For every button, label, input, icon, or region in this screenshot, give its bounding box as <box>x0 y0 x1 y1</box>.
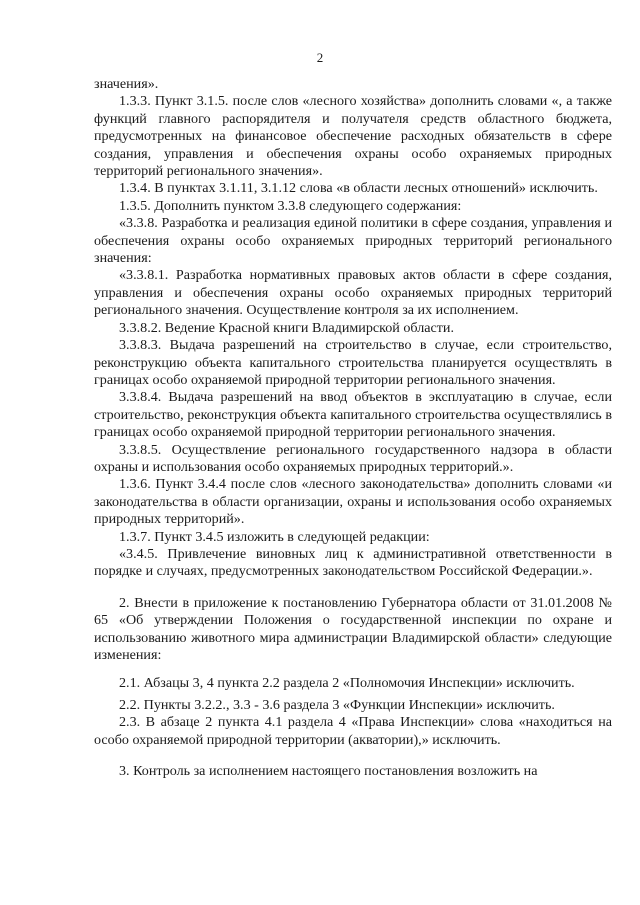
paragraph-2-3: 2.3. В абзаце 2 пункта 4.1 раздела 4 «Права Инспекции» слова «находиться на особо охраняемой природной территории (акватории),» исключить. <box>94 714 612 748</box>
paragraph-1-3-4: 1.3.4. В пунктах 3.1.11, 3.1.12 слова «в области лесных отношений» исключить. <box>119 180 598 197</box>
page-number: 2 <box>316 50 324 65</box>
paragraph-3-3-8-2: 3.3.8.2. Ведение Красной книги Владимирской области. <box>119 319 455 336</box>
paragraph-3-3-8-5: 3.3.8.5. Осуществление регионального государственного надзора в области охраны и использования особо охраняемых природных территорий.». <box>94 441 612 475</box>
document-body <box>94 76 612 780</box>
paragraph-2-1: 2.1. Абзацы 3, 4 пункта 2.2 раздела 2 «Полномочия Инспекции» исключить. <box>119 675 575 692</box>
paragraph-1-3-5: 1.3.5. Дополнить пунктом 3.3.8 следующего содержания: <box>119 197 462 214</box>
paragraph-3-3-8: «3.3.8. Разработка и реализация единой политики в сфере создания, управления и обеспечения охраны особо охраняемых природных территорий регионального значения: <box>94 215 612 267</box>
paragraph-3: 3. Контроль за исполнением настоящего постановления возложить на <box>119 763 538 780</box>
paragraph-3-3-8-3: 3.3.8.3. Выдача разрешений на строительство в случае, если строительство, реконструкцию объекта капитального строительства планируется осуществлять в границах особо охраняемой природной территории регионального значения. <box>94 337 612 388</box>
paragraph-2: 2. Внести в приложение к постановлению Губернатора области от 31.01.2008 № 65 «Об утверждении Положения о государственной инспекции по охране и использованию животного мира администрации Владимирской области» следующие изменения: <box>94 594 612 663</box>
paragraph-1-3-3: 1.3.3. Пункт 3.1.5. после слов «лесного хозяйства» дополнить словами «, а также функций главного распорядителя и получателя средств областного бюджета, предусмотренных на финансовое обеспечение расходных обязательств в сфере создания, управления и обеспечения охраны особо охраняемых природных территорий регионального значения». <box>94 93 612 180</box>
paragraph-1-3-6: 1.3.6. Пункт 3.4.4 после слов «лесного законодательства» дополнить словами «и законодательства в области организации, охраны и использования особо охраняемых природных территорий». <box>94 476 612 528</box>
paragraph-continuation: значения». <box>94 76 159 92</box>
paragraph-2-2: 2.2. Пункты 3.2.2., 3.3 - 3.6 раздела 3 «Функции Инспекции» исключить. <box>119 696 555 713</box>
paragraph-3-4-5: «3.4.5. Привлечение виновных лиц к административной ответственности в порядке и случаях, предусмотренных законодательством Российской Федерации.». <box>94 545 612 580</box>
paragraph-3-3-8-1: «3.3.8.1. Разработка нормативных правовых актов области в сфере создания, управления и обеспечения охраны особо охраняемых природных территорий регионального значения. Осуществление контроля за их исполнением. <box>94 267 612 319</box>
paragraph-1-3-7: 1.3.7. Пункт 3.4.5 изложить в следующей редакции: <box>119 528 430 545</box>
paragraph-3-3-8-4: 3.3.8.4. Выдача разрешений на ввод объектов в эксплуатацию в случае, если строительство, реконструкция объекта капитального строительства осуществлялись в границах особо охраняемой природной территории регионального значения. <box>94 389 612 441</box>
